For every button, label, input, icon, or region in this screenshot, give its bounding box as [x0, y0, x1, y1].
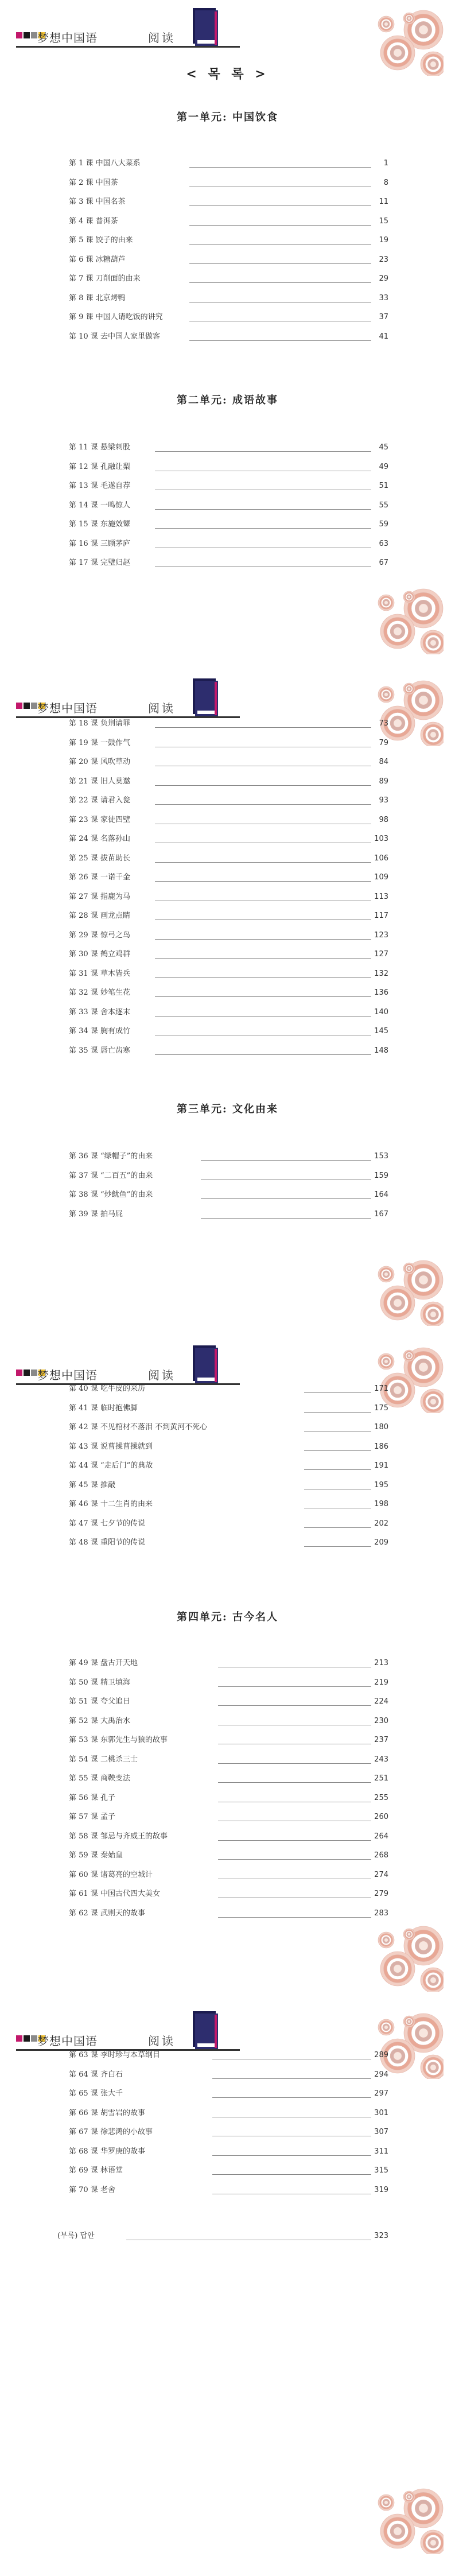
toc-entry-label: 第 15 课 东施效颦: [69, 520, 130, 529]
toc-entry[interactable]: [69, 969, 388, 979]
unit-title: 第一单元: 中国饮食: [177, 111, 278, 123]
toc-entry[interactable]: [69, 2147, 388, 2156]
toc-entry-page: 251: [374, 1774, 388, 1783]
series-subtitle: 阅读: [148, 2034, 176, 2048]
toc-entry[interactable]: [69, 1519, 388, 1528]
toc-entry[interactable]: [69, 1027, 388, 1036]
toc-entry-page: 301: [374, 2108, 388, 2117]
toc-entry-label: 第 53 课 东郭先生与狼的故事: [69, 1736, 168, 1744]
toc-entry-page: 274: [374, 1870, 388, 1879]
toc-entry[interactable]: [69, 1659, 388, 1668]
toc-entry-label: 第 43 课 说曹操曹操就到: [69, 1442, 153, 1451]
toc-entry-page: 49: [379, 462, 388, 471]
toc-entry[interactable]: [69, 2166, 388, 2175]
toc-entry-page: 186: [374, 1442, 388, 1451]
color-square: [24, 703, 30, 709]
toc-entry-label: 第 50 课 精卫填海: [69, 1678, 130, 1687]
toc-entry-label: 第 62 课 武则天的故事: [69, 1908, 145, 1918]
toc-entry-page: 230: [374, 1716, 388, 1725]
toc-entry-page: 255: [374, 1793, 388, 1802]
toc-entry-page: 264: [374, 1832, 388, 1841]
toc-entry-page: 237: [374, 1736, 388, 1744]
toc-entry-label: 第 56 课 孔子: [69, 1793, 115, 1802]
toc-entry-label: 第 3 课 中国名茶: [69, 197, 126, 206]
toc-entry[interactable]: [69, 463, 388, 472]
toc-entry-label: 第 67 课 徐悲鸿的小故事: [69, 2128, 153, 2136]
toc-entry[interactable]: [69, 758, 388, 767]
toc-entry-label: 第 26 课 一诺千金: [69, 873, 130, 882]
toc-entry-leader: [304, 1450, 371, 1451]
toc-entry-page: 167: [374, 1209, 388, 1219]
page-separator: [0, 1333, 455, 1341]
toc-entry[interactable]: [69, 159, 388, 168]
toc-entry[interactable]: [69, 931, 388, 940]
toc-entry[interactable]: [69, 1890, 388, 1899]
toc-entry-leader: [201, 1198, 371, 1199]
toc-entry-label: 第 28 课 画龙点睛: [69, 911, 130, 920]
toc-entry[interactable]: [69, 719, 388, 728]
toc-entry[interactable]: [69, 911, 388, 921]
toc-entry-page: 243: [374, 1755, 388, 1764]
color-square: [31, 32, 37, 38]
toc-entry-leader: [155, 451, 371, 452]
toc-entry[interactable]: [69, 1832, 388, 1841]
toc-entry-label: 第 36 课 “绿帽子”的由来: [69, 1152, 153, 1161]
toc-entry[interactable]: [69, 179, 388, 188]
toc-entry-leader: [155, 996, 371, 997]
toc-entry[interactable]: [69, 988, 388, 998]
toc-entry-leader: [155, 977, 371, 978]
toc-entry[interactable]: [69, 332, 388, 342]
toc-entry[interactable]: [69, 313, 388, 322]
toc-entry-page: 307: [374, 2128, 388, 2136]
toc-entry-label: 第 41 课 临时抱佛脚: [69, 1403, 138, 1413]
toc-entry[interactable]: [69, 1152, 388, 1161]
toc-entry-leader: [218, 1763, 371, 1764]
toc-entry-leader: [155, 958, 371, 959]
toc-entry-page: 132: [374, 969, 388, 978]
toc-entry[interactable]: [69, 1538, 388, 1547]
toc-entry-label: 第 31 课 草木皆兵: [69, 969, 130, 978]
toc-entry[interactable]: [69, 1697, 388, 1706]
decorative-circles: [369, 2485, 444, 2556]
toc-entry-page: 297: [374, 2089, 388, 2098]
toc-entry-label: 第 14 课 一鸣惊人: [69, 501, 130, 510]
toc-entry-page: 283: [374, 1908, 388, 1918]
toc-entry-page: 29: [379, 274, 388, 283]
series-title: 梦想中国语: [37, 701, 98, 715]
toc-entry-leader: [189, 205, 371, 206]
toc-entry[interactable]: [69, 2109, 388, 2118]
toc-entry-label: 第 40 课 吃牛皮的来历: [69, 1384, 145, 1393]
toc-entry-label: 第 60 课 诸葛亮的空城计: [69, 1870, 153, 1879]
toc-entry-page: 164: [374, 1190, 388, 1199]
toc-entry-page: 311: [374, 2147, 388, 2156]
toc-entry[interactable]: [69, 1851, 388, 1860]
toc-entry-leader: [155, 727, 371, 728]
color-square: [16, 703, 22, 709]
toc-entry-leader: [155, 862, 371, 863]
toc-entry[interactable]: [69, 217, 388, 226]
toc-entry-page: 213: [374, 1659, 388, 1667]
toc-entry-leader: [189, 167, 371, 168]
decorative-circles: [369, 677, 444, 746]
toc-entry[interactable]: [69, 1171, 388, 1181]
toc-entry-page: 98: [379, 815, 388, 824]
toc-entry-page: 140: [374, 1007, 388, 1017]
toc-entry-label: 第 29 课 惊弓之鸟: [69, 930, 130, 940]
color-square: [31, 703, 37, 709]
toc-entry-label: 第 39 课 拍马屁: [69, 1209, 123, 1219]
toc-entry-label: 第 51 课 夸父追日: [69, 1697, 130, 1706]
toc-entry-label: 第 9 课 中国人请吃饭的讲究: [69, 313, 163, 321]
toc-entry[interactable]: [69, 443, 388, 452]
toc-entry-label: 第 54 课 二桃杀三士: [69, 1755, 138, 1764]
toc-entry-page: 198: [374, 1500, 388, 1508]
book-icon: [189, 6, 224, 47]
series-subtitle: 阅读: [148, 1368, 176, 1382]
toc-entry[interactable]: [69, 294, 388, 303]
series-subtitle: 阅读: [148, 701, 176, 715]
toc-entry[interactable]: [69, 1046, 388, 1056]
toc-entry-leader: [304, 1412, 371, 1413]
toc-entry-label: 第 11 课 悬梁刺股: [69, 443, 130, 452]
appendix-page: 323: [374, 2232, 388, 2240]
toc-entry-leader: [155, 1054, 371, 1055]
toc-entry-page: 175: [374, 1403, 388, 1413]
toc-entry-page: 37: [379, 313, 388, 321]
toc-entry-label: 第 5 课 饺子的由来: [69, 236, 133, 245]
toc-entry-label: 第 34 课 胸有成竹: [69, 1027, 130, 1035]
toc-entry-label: 第 44 课 “走后门”的典故: [69, 1461, 153, 1470]
toc-entry-label: 第 2 课 中国茶: [69, 178, 118, 187]
toc-entry[interactable]: [69, 816, 388, 825]
toc-entry-page: 23: [379, 255, 388, 264]
toc-entry[interactable]: [69, 1717, 388, 1726]
color-square: [16, 32, 22, 38]
toc-entry-label: 第 27 课 指鹿为马: [69, 892, 130, 901]
toc-entry-page: 109: [374, 873, 388, 882]
toc-entry-page: 260: [374, 1813, 388, 1821]
toc-entry-page: 79: [379, 738, 388, 747]
toc-entry[interactable]: [69, 1442, 388, 1452]
toc-entry-leader: [218, 1705, 371, 1706]
page-separator: [0, 666, 455, 674]
toc-entry-label: 第 32 课 妙笔生花: [69, 988, 130, 997]
toc-entry-label: 第 38 课 “炒鱿鱼”的由来: [69, 1190, 153, 1199]
toc-entry-leader: [189, 244, 371, 245]
toc-entry-page: 153: [374, 1152, 388, 1161]
page-header: [0, 0, 455, 53]
toc-entry-leader: [304, 1546, 371, 1547]
toc-entry[interactable]: [69, 1774, 388, 1783]
toc-entry-page: 117: [374, 911, 388, 920]
toc-entry[interactable]: [69, 854, 388, 863]
toc-entry-page: 127: [374, 950, 388, 959]
toc-entry-label: 第 66 课 胡雪岩的故事: [69, 2108, 145, 2117]
toc-entry-label: 第 47 课 七夕节的传说: [69, 1519, 145, 1528]
toc-entry[interactable]: [69, 873, 388, 882]
toc-entry-page: 148: [374, 1046, 388, 1055]
toc-entry[interactable]: [69, 893, 388, 902]
toc-entry[interactable]: [69, 2070, 388, 2080]
toc-entry-label: 第 57 课 孟子: [69, 1813, 115, 1821]
toc-entry-label: 第 7 课 刀削面的由来: [69, 274, 141, 283]
toc-entry-page: 113: [374, 892, 388, 901]
toc-entry-page: 51: [379, 482, 388, 490]
toc-entry-page: 59: [379, 520, 388, 529]
toc-entry-label: 第 6 课 冰糖葫芦: [69, 255, 126, 264]
toc-entry-page: 279: [374, 1890, 388, 1898]
toc-entry-page: 209: [374, 1538, 388, 1547]
toc-entry-page: 45: [379, 443, 388, 452]
toc-entry-leader: [218, 1859, 371, 1860]
series-title: 梦想中国语: [37, 2034, 98, 2048]
toc-entry-label: 第 17 课 完璧归赵: [69, 558, 130, 567]
decorative-circles: [369, 585, 444, 657]
toc-entry-label: 第 68 课 华罗庚的故事: [69, 2147, 145, 2156]
toc-entry[interactable]: [69, 1190, 388, 1200]
toc-entry-leader: [304, 1392, 371, 1393]
toc-entry-leader: [189, 340, 371, 341]
toc-entry-leader: [201, 1160, 371, 1161]
toc-entry-page: 1: [383, 159, 388, 168]
toc-entry-leader: [212, 2174, 371, 2175]
book-icon: [189, 676, 224, 717]
toc-entry-label: 第 70 课 老舍: [69, 2185, 115, 2194]
toc-entry-label: 第 25 课 拔苗助长: [69, 854, 130, 863]
toc-entry[interactable]: [69, 520, 388, 529]
decorative-circles: [369, 2010, 444, 2079]
toc-entry[interactable]: [69, 274, 388, 284]
toc-entry-label: 第 49 课 盘古开天地: [69, 1659, 138, 1667]
color-square: [24, 1370, 30, 1376]
toc-entry-page: 145: [374, 1027, 388, 1035]
toc-entry-label: 第 35 课 唇亡齿寒: [69, 1046, 130, 1055]
toc-entry-page: 136: [374, 988, 388, 997]
toc-entry-page: 219: [374, 1678, 388, 1687]
toc-entry-label: 第 10 课 去中国人家里做客: [69, 332, 160, 341]
toc-entry[interactable]: [69, 1909, 388, 1918]
toc-entry-leader: [201, 1218, 371, 1219]
toc-entry-leader: [155, 939, 371, 940]
color-square: [24, 2035, 30, 2042]
toc-entry[interactable]: [69, 1500, 388, 1509]
toc-entry-page: 67: [379, 558, 388, 567]
toc-entry-label: 第 69 课 林语堂: [69, 2166, 123, 2175]
toc-entry-page: 191: [374, 1461, 388, 1470]
toc-entry-page: 55: [379, 501, 388, 510]
toc-entry[interactable]: [69, 1755, 388, 1764]
series-title: 梦想中国语: [37, 31, 98, 45]
toc-entry-label: 第 21 课 旧人莫邀: [69, 777, 130, 786]
toc-entry[interactable]: [69, 1461, 388, 1471]
toc-entry-leader: [189, 282, 371, 283]
toc-entry[interactable]: [69, 1008, 388, 1017]
toc-entry[interactable]: [69, 950, 388, 959]
toc-entry-page: 123: [374, 930, 388, 940]
toc-entry-page: 319: [374, 2185, 388, 2194]
toc-entry-label: 第 20 课 风吹草动: [69, 758, 130, 766]
toc-entry-label: 第 16 课 三顾茅庐: [69, 539, 130, 548]
unit-title: 第四单元: 古今名人: [177, 1611, 278, 1623]
toc-entry-page: 202: [374, 1519, 388, 1528]
toc-entry[interactable]: [69, 1384, 388, 1394]
toc-entry[interactable]: [69, 2089, 388, 2098]
toc-title: < 목 록 >: [186, 67, 269, 82]
toc-entry-page: 103: [374, 835, 388, 843]
toc-entry-page: 19: [379, 236, 388, 245]
toc-entry-label: 第 1 课 中国八大菜系: [69, 159, 141, 168]
toc-entry-label: 第 59 课 秦始皇: [69, 1851, 123, 1860]
page-header: [0, 1337, 455, 1390]
toc-entry-leader: [218, 1782, 371, 1783]
toc-entry-leader: [218, 1686, 371, 1687]
toc-entry-label: 第 42 课 不见棺材不落泪 不到黄河不死心: [69, 1423, 208, 1431]
toc-entry[interactable]: [69, 739, 388, 748]
toc-entry[interactable]: [69, 501, 388, 510]
toc-entry-leader: [155, 785, 371, 786]
toc-entry-label: 第 30 课 鹤立鸡群: [69, 950, 130, 959]
color-square: [16, 1370, 22, 1376]
toc-entry-leader: [212, 2078, 371, 2079]
toc-entry-label: 第 55 课 商鞅变法: [69, 1774, 130, 1783]
toc-entry-label: 第 18 课 负荆请罪: [69, 719, 130, 728]
toc-entry-label: 第 61 课 中国古代四大美女: [69, 1890, 160, 1898]
toc-entry-leader: [189, 263, 371, 264]
toc-entry-page: 73: [379, 719, 388, 728]
toc-entry-label: 第 37 课 “二百五”的由来: [69, 1171, 153, 1180]
unit-title: 第二单元: 成语故事: [177, 394, 278, 406]
unit-title: 第三单元: 文化由来: [177, 1103, 278, 1115]
toc-entry[interactable]: [69, 540, 388, 549]
appendix-entry[interactable]: [57, 2232, 388, 2241]
toc-entry-label: 第 46 课 十二生肖的由来: [69, 1500, 153, 1508]
toc-entry[interactable]: [69, 1813, 388, 1822]
toc-entry-leader: [304, 1469, 371, 1470]
toc-entry[interactable]: [69, 1404, 388, 1413]
toc-entry-page: 93: [379, 796, 388, 805]
toc-entry-label: 第 58 课 邹忌与齐威王的故事: [69, 1832, 168, 1841]
toc-entry-label: 第 4 课 普洱茶: [69, 216, 118, 226]
toc-entry-leader: [155, 1016, 371, 1017]
color-square: [31, 1370, 37, 1376]
toc-entry-page: 195: [374, 1480, 388, 1489]
toc-entry[interactable]: [69, 2128, 388, 2137]
toc-entry[interactable]: [69, 796, 388, 805]
toc-entry-label: 第 45 课 推敲: [69, 1480, 115, 1489]
appendix-label: (부록) 답안: [57, 2232, 95, 2240]
toc-entry-leader: [212, 2155, 371, 2156]
toc-entry[interactable]: [69, 236, 388, 245]
toc-entry-leader: [304, 1527, 371, 1528]
toc-entry-label: 第 63 课 李时珍与本草纲目: [69, 2051, 160, 2059]
toc-entry-page: 89: [379, 777, 388, 786]
toc-entry-label: 第 64 课 齐白石: [69, 2070, 123, 2079]
toc-entry-page: 159: [374, 1171, 388, 1180]
toc-entry-leader: [155, 509, 371, 510]
toc-entry-page: 268: [374, 1851, 388, 1860]
toc-entry-page: 289: [374, 2051, 388, 2059]
toc-entry[interactable]: [69, 1871, 388, 1880]
toc-entry[interactable]: [69, 1210, 388, 1219]
toc-entry-page: 15: [379, 216, 388, 226]
toc-entry[interactable]: [69, 255, 388, 265]
toc-entry-page: 315: [374, 2166, 388, 2175]
toc-entry-label: 第 8 课 北京烤鸭: [69, 293, 126, 302]
toc-entry-label: 第 12 课 孔融让梨: [69, 462, 130, 471]
toc-entry-page: 11: [379, 197, 388, 206]
page-header: [0, 670, 455, 723]
toc-entry-label: 第 13 课 毛遂自荐: [69, 482, 130, 490]
toc-entry-page: 294: [374, 2070, 388, 2079]
toc-entry[interactable]: [69, 2051, 388, 2060]
color-square: [31, 2035, 37, 2042]
toc-entry-page: 63: [379, 539, 388, 548]
toc-entry[interactable]: [69, 1678, 388, 1687]
toc-entry-leader: [218, 1840, 371, 1841]
toc-entry-page: 180: [374, 1423, 388, 1431]
toc-entry-label: 第 65 课 张大千: [69, 2089, 123, 2098]
toc-entry-leader: [155, 528, 371, 529]
series-title: 梦想中国语: [37, 1368, 98, 1382]
toc-entry-page: 33: [379, 293, 388, 302]
toc-entry-page: 171: [374, 1384, 388, 1393]
toc-entry-page: 41: [379, 332, 388, 341]
decorative-circles: [369, 1257, 444, 1328]
toc-entry[interactable]: [69, 1423, 388, 1432]
toc-entry-leader: [155, 804, 371, 805]
page-separator: [0, 1999, 455, 2007]
toc-entry[interactable]: [69, 1794, 388, 1803]
toc-entry[interactable]: [69, 777, 388, 786]
toc-entry-leader: [212, 2097, 371, 2098]
color-square: [16, 2035, 22, 2042]
toc-entry-leader: [218, 1917, 371, 1918]
toc-entry[interactable]: [69, 835, 388, 844]
toc-entry-leader: [189, 225, 371, 226]
toc-entry[interactable]: [69, 482, 388, 491]
book-icon: [189, 2009, 224, 2050]
page-header: [0, 2003, 455, 2056]
book-icon: [189, 1343, 224, 1384]
toc-entry-label: 第 33 课 舍本逐末: [69, 1007, 130, 1017]
toc-entry-label: 第 23 课 家徒四壁: [69, 815, 130, 824]
toc-entry[interactable]: [69, 197, 388, 207]
decorative-circles: [369, 1923, 444, 1994]
toc-entry-label: 第 48 课 重阳节的传说: [69, 1538, 145, 1547]
toc-entry[interactable]: [69, 1736, 388, 1745]
toc-entry-label: 第 22 课 请君入瓮: [69, 796, 130, 805]
toc-entry-page: 8: [383, 178, 388, 187]
toc-entry-page: 84: [379, 758, 388, 766]
series-subtitle: 阅读: [148, 31, 176, 45]
toc-entry-label: 第 24 课 名落孙山: [69, 835, 130, 843]
decorative-circles: [369, 1344, 444, 1413]
toc-entry-label: 第 52 课 大禹治水: [69, 1716, 130, 1725]
toc-entry-page: 106: [374, 854, 388, 863]
toc-entry[interactable]: [69, 558, 388, 568]
toc-entry-leader: [155, 881, 371, 882]
toc-entry[interactable]: [69, 1481, 388, 1490]
toc-entry-page: 224: [374, 1697, 388, 1706]
color-square: [24, 32, 30, 38]
toc-entry-label: 第 19 课 一鼓作气: [69, 738, 130, 747]
toc-entry[interactable]: [69, 2186, 388, 2195]
